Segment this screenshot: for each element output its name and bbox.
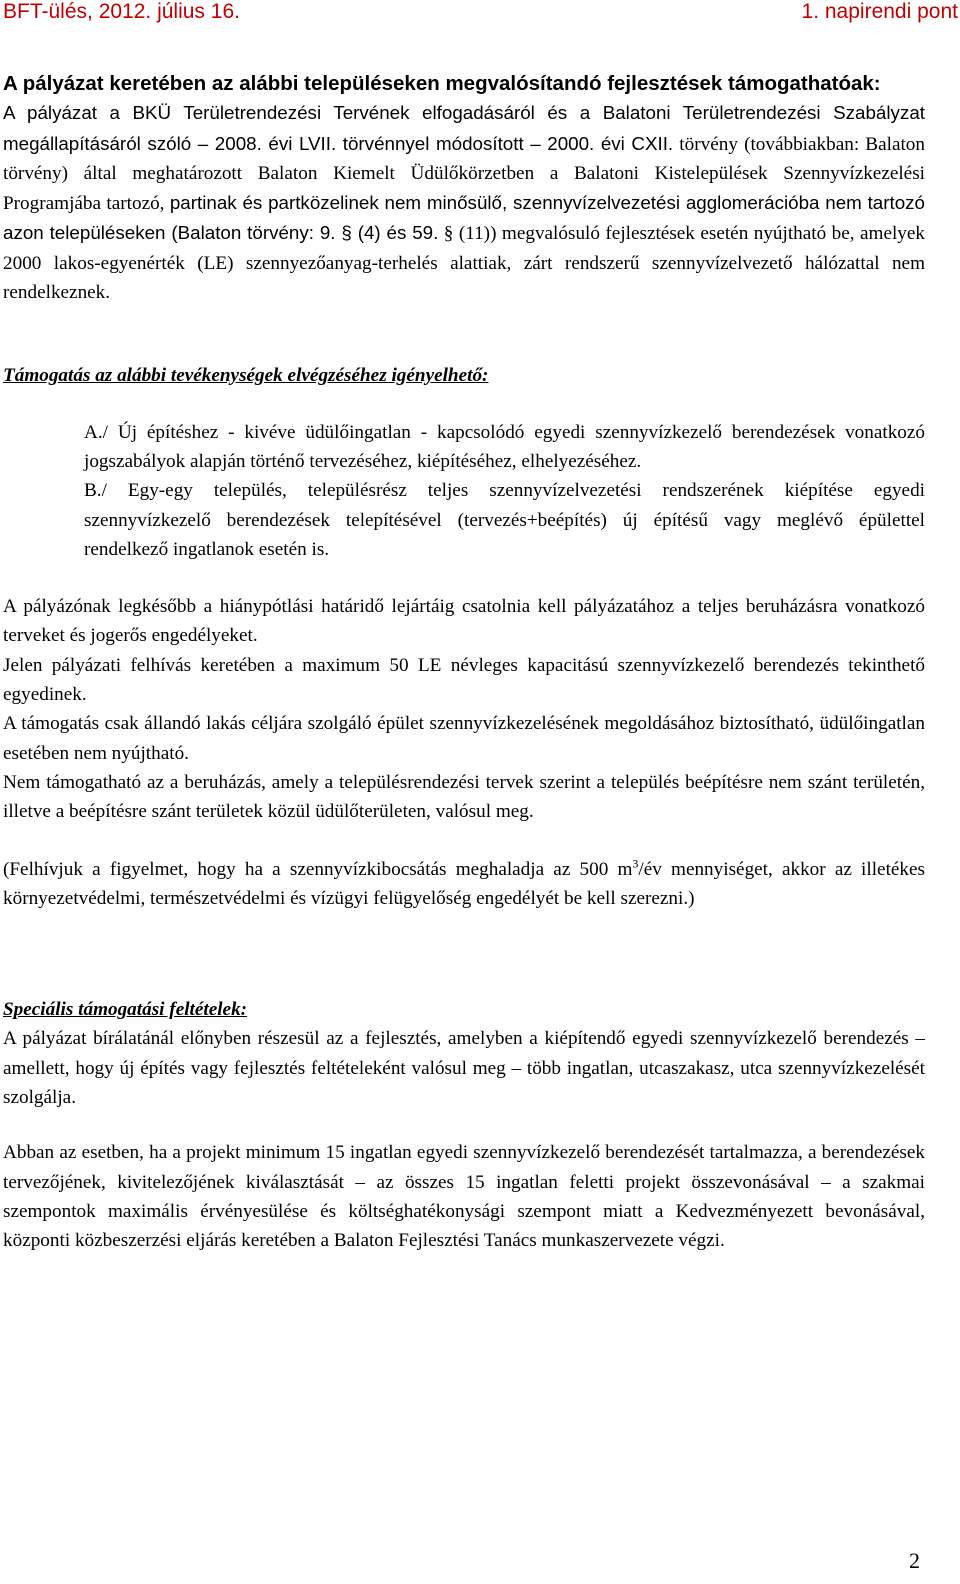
discharge-notice-text-2: /év mennyiséget, akkor az illetékes környezetvédelmi, természetvédelmi és vízügyi felügyelőség engedélyét be kell szerezni.) [3,858,925,909]
eligibility-paragraph [3,98,925,307]
condition-zoning: Nem támogatható az a beruházás, amely a településrendezési tervek szerint a település beépítésre nem szánt területén, illetve a beépítésre szánt területek közül üdülőterületen, valósul meg. [3,771,925,823]
header-meeting-date: BFT-ülés, 2012. július 16. [3,0,240,23]
activity-a: A./ Új építéshez - kivéve üdülőingatlan - kapcsolódó egyedi szennyvízkezelő berendezések vonatkozó jogszabályok alapján történő tervezéséhez, kiépítéséhez, elhelyezéséhez. [84,421,925,472]
page-header [3,0,958,30]
special-condition-preference: A pályázat bírálatánál előnyben részesül az a fejlesztés, amelyben a kiépítendő egyedi szennyvízkezelő berendezés – amellett, hogy új építés vagy fejlesztés feltételeként valósul meg – több ingatlan, utcaszakasz, utca szennyvízkezelését szolgálja. [3,1028,925,1109]
activities-heading: Támogatás az alábbi tevékenységek elvégzéséhez igényelhető: [3,365,489,387]
discharge-notice [3,855,925,914]
eligibility-text-1: A pályázat a BKÜ Területrendezési Tervének elfogadásáról és a Balatoni Területrendezési Szabályzat megállapításáról szóló – 2008. évi LVII. törvénnyel módosított – 2000. évi CXII. [3,102,925,154]
condition-documents: A pályázónak legkésőbb a hiánypótlási határidő lejártáig csatolnia kell pályázatához a teljes beruházásra vonatkozó terveket és jogerős engedélyeket. [3,596,925,647]
condition-residential: A támogatás csak állandó lakás céljára szolgáló épület szennyvízkezelésének megoldásához biztosítható, üdülőingatlan esetében nem nyújtható. [3,713,925,764]
special-conditions-heading: Speciális támogatási feltételek: [3,999,248,1021]
document-body [3,69,925,1256]
discharge-notice-text-1: (Felhívjuk a figyelmet, hogy ha a szennyvízkibocsátás meghaladja az 500 m [3,858,633,880]
condition-capacity: Jelen pályázati felhívás keretében a maximum 50 LE névleges kapacitású szennyvízkezelő berendezés tekinthető egyedinek. [3,654,925,706]
activity-b: B./ Egy-egy település, településrész teljes szennyvízelvezetési rendszerének kiépítése egyedi szennyvízkezelő berendezések telepítésével (tervezés+beépítés) új építésű vagy meglévő épülettel rendelkező ingatlanok esetén is. [84,480,925,560]
eligibility-text-3: partinak és partközelinek nem minősülő, szennyvízelvezetési agglomerációba nem tartozó azon településeken (Balaton törvény: 9. § (4) és 59. [3,192,925,244]
special-condition-procurement: Abban az esetben, ha a projekt minimum 15 ingatlan egyedi szennyvízkezelő berendezését tartalmazza, a berendezések tervezőjének, kivitelezőjének kiválasztását – az összes 15 ingatlan feletti projekt összevonásával – a szakmai szempontok maximális érvényesülése és költséghatékonysági szempont miatt a Kedvezményezett bevonásával, központi közbeszerzési eljárás keretében a Balaton Fejlesztési Tanács munkaszervezete végzi. [3,1142,925,1252]
eligibility-text-4: § (11)) megvalósuló fejlesztések esetén nyújtható be, amelyek 2000 lakos-egyenérték (LE) szennyezőanyag-terhelés alattiak, zárt rendszerű szennyvízelvezető hálózattal nem rendelkeznek. [3,223,925,304]
eligibility-text-2: törvény (továbbiakban: Balaton törvény) által meghatározott Balaton Kiemelt Üdülőkörzetben a Balatoni Kistelepülések Szennyvízkezelési Programjába tartozó, [3,133,925,215]
discharge-notice-superscript: 3 [632,856,639,871]
page-number-value: 2 [909,1548,920,1573]
page-number [0,1548,920,1574]
header-agenda-item: 1. napirendi pont [801,0,958,23]
eligible-settlements-heading: A pályázat keretében az alábbi településeken megvalósítandó fejlesztések támogathatóak: [3,72,881,95]
